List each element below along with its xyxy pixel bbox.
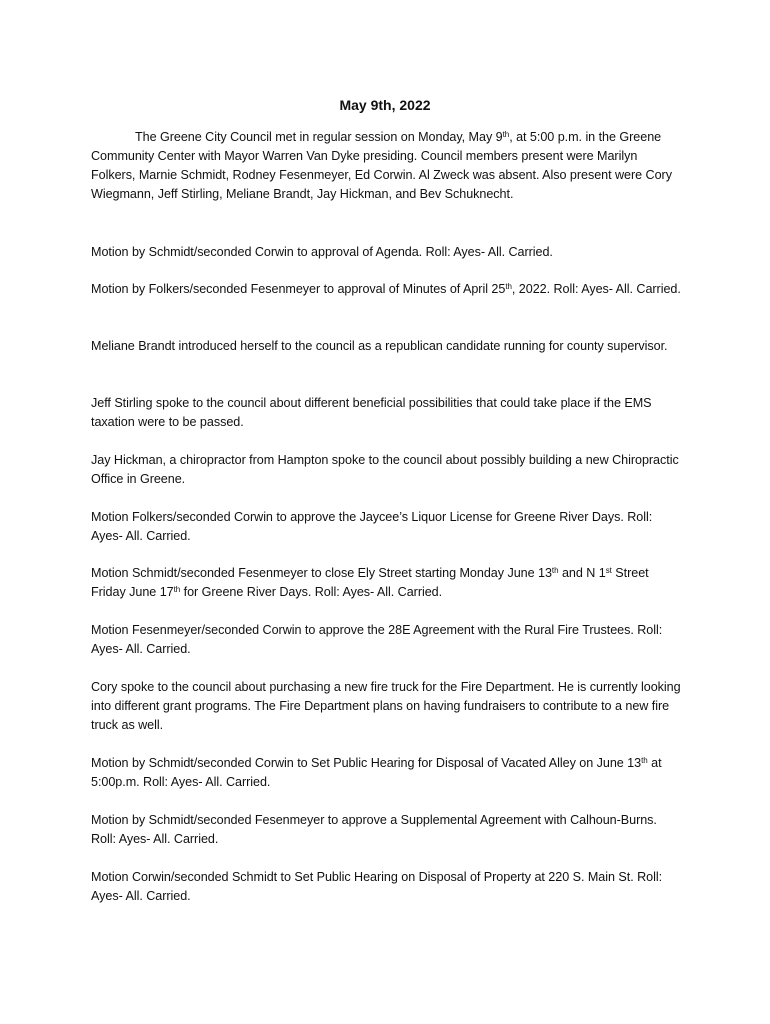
agreement-28e-paragraph	[91, 621, 681, 659]
ordinal-suffix: th	[173, 585, 181, 594]
calhoun-burns-paragraph	[91, 811, 681, 849]
paragraph-text: Motion Folkers/seconded Corwin to approve the Jaycee’s Liquor License for Greene River Days. Roll: Ayes- All. Carried.	[91, 510, 653, 543]
document-title: May 9th, 2022	[339, 97, 431, 113]
paragraph-text: Motion by Folkers/seconded Fesenmeyer to approval of Minutes of April 25	[91, 282, 506, 296]
fire-truck-paragraph	[91, 678, 681, 735]
paragraph-text: Motion by Schmidt/seconded Fesenmeyer to approve a Supplemental Agreement with Calhoun-Burns. Roll: Ayes- All. Carried.	[91, 813, 657, 846]
agenda-motion-paragraph	[91, 243, 681, 262]
paragraph-text: , at 5:00 p.m. in the Greene Community Center with Mayor Warren Van Dyke presiding. Council members present were Marilyn Folkers, Marnie Schmidt, Rodney Fesenmeyer, Ed Corwin. Al Zweck was absent. Also present were Cory Wiegmann, Jeff Stirling, Meliane Brandt, Jay Hickman, and Bev Schuknecht.	[91, 130, 672, 201]
street-closure-paragraph	[91, 564, 681, 602]
paragraph-text: Jeff Stirling spoke to the council about different beneficial possibilities that could take place if the EMS taxation were to be passed.	[91, 396, 652, 429]
ordinal-suffix: th	[551, 566, 559, 575]
ordinal-suffix: th	[641, 756, 648, 765]
brandt-paragraph	[91, 337, 681, 356]
hickman-paragraph	[91, 451, 681, 489]
paragraph-text: The Greene City Council met in regular session on Monday, May 9	[135, 130, 503, 144]
paragraph-text: Motion Schmidt/seconded Fesenmeyer to close Ely Street starting Monday June 13	[91, 566, 552, 580]
paragraph-text: Meliane Brandt introduced herself to the council as a republican candidate running for county supervisor.	[91, 339, 668, 353]
paragraph-text: Cory spoke to the council about purchasing a new fire truck for the Fire Department. He is currently looking into different grant programs. The Fire Department plans on having fundraisers to contribute to a new fire truck as well.	[91, 680, 681, 732]
ordinal-suffix: st	[605, 566, 612, 575]
property-hearing-paragraph	[91, 868, 681, 906]
paragraph-text: Motion by Schmidt/seconded Corwin to approval of Agenda. Roll: Ayes- All. Carried.	[91, 245, 553, 259]
ordinal-suffix: th	[505, 282, 512, 291]
paragraph-text: Motion Corwin/seconded Schmidt to Set Public Hearing on Disposal of Property at 220 S. Main St. Roll: Ayes- All. Carried.	[91, 870, 663, 903]
paragraph-text: at 5:00p.m. Roll: Ayes- All. Carried.	[91, 756, 662, 789]
ordinal-suffix: th	[502, 130, 510, 139]
minutes-motion-paragraph	[91, 280, 681, 299]
paragraph-text: Jay Hickman, a chiropractor from Hampton spoke to the council about possibly building a new Chiropractic Office in Greene.	[91, 453, 679, 486]
liquor-license-paragraph	[91, 508, 681, 546]
stirling-paragraph	[91, 394, 681, 432]
paragraph-text: , 2022. Roll: Ayes- All. Carried.	[511, 282, 681, 296]
paragraph-text: Motion by Schmidt/seconded Corwin to Set Public Hearing for Disposal of Vacated Alley on June 13	[91, 756, 642, 770]
alley-hearing-paragraph	[91, 754, 681, 792]
paragraph-text: Motion Fesenmeyer/seconded Corwin to approve the 28E Agreement with the Rural Fire Trustees. Roll: Ayes- All. Carried.	[91, 623, 663, 656]
paragraph-text: for Greene River Days. Roll: Ayes- All. Carried.	[180, 585, 443, 599]
opening-paragraph	[91, 128, 681, 204]
paragraph-text: and N 1	[558, 566, 606, 580]
paragraph-text: Street Friday June 17	[91, 566, 649, 599]
